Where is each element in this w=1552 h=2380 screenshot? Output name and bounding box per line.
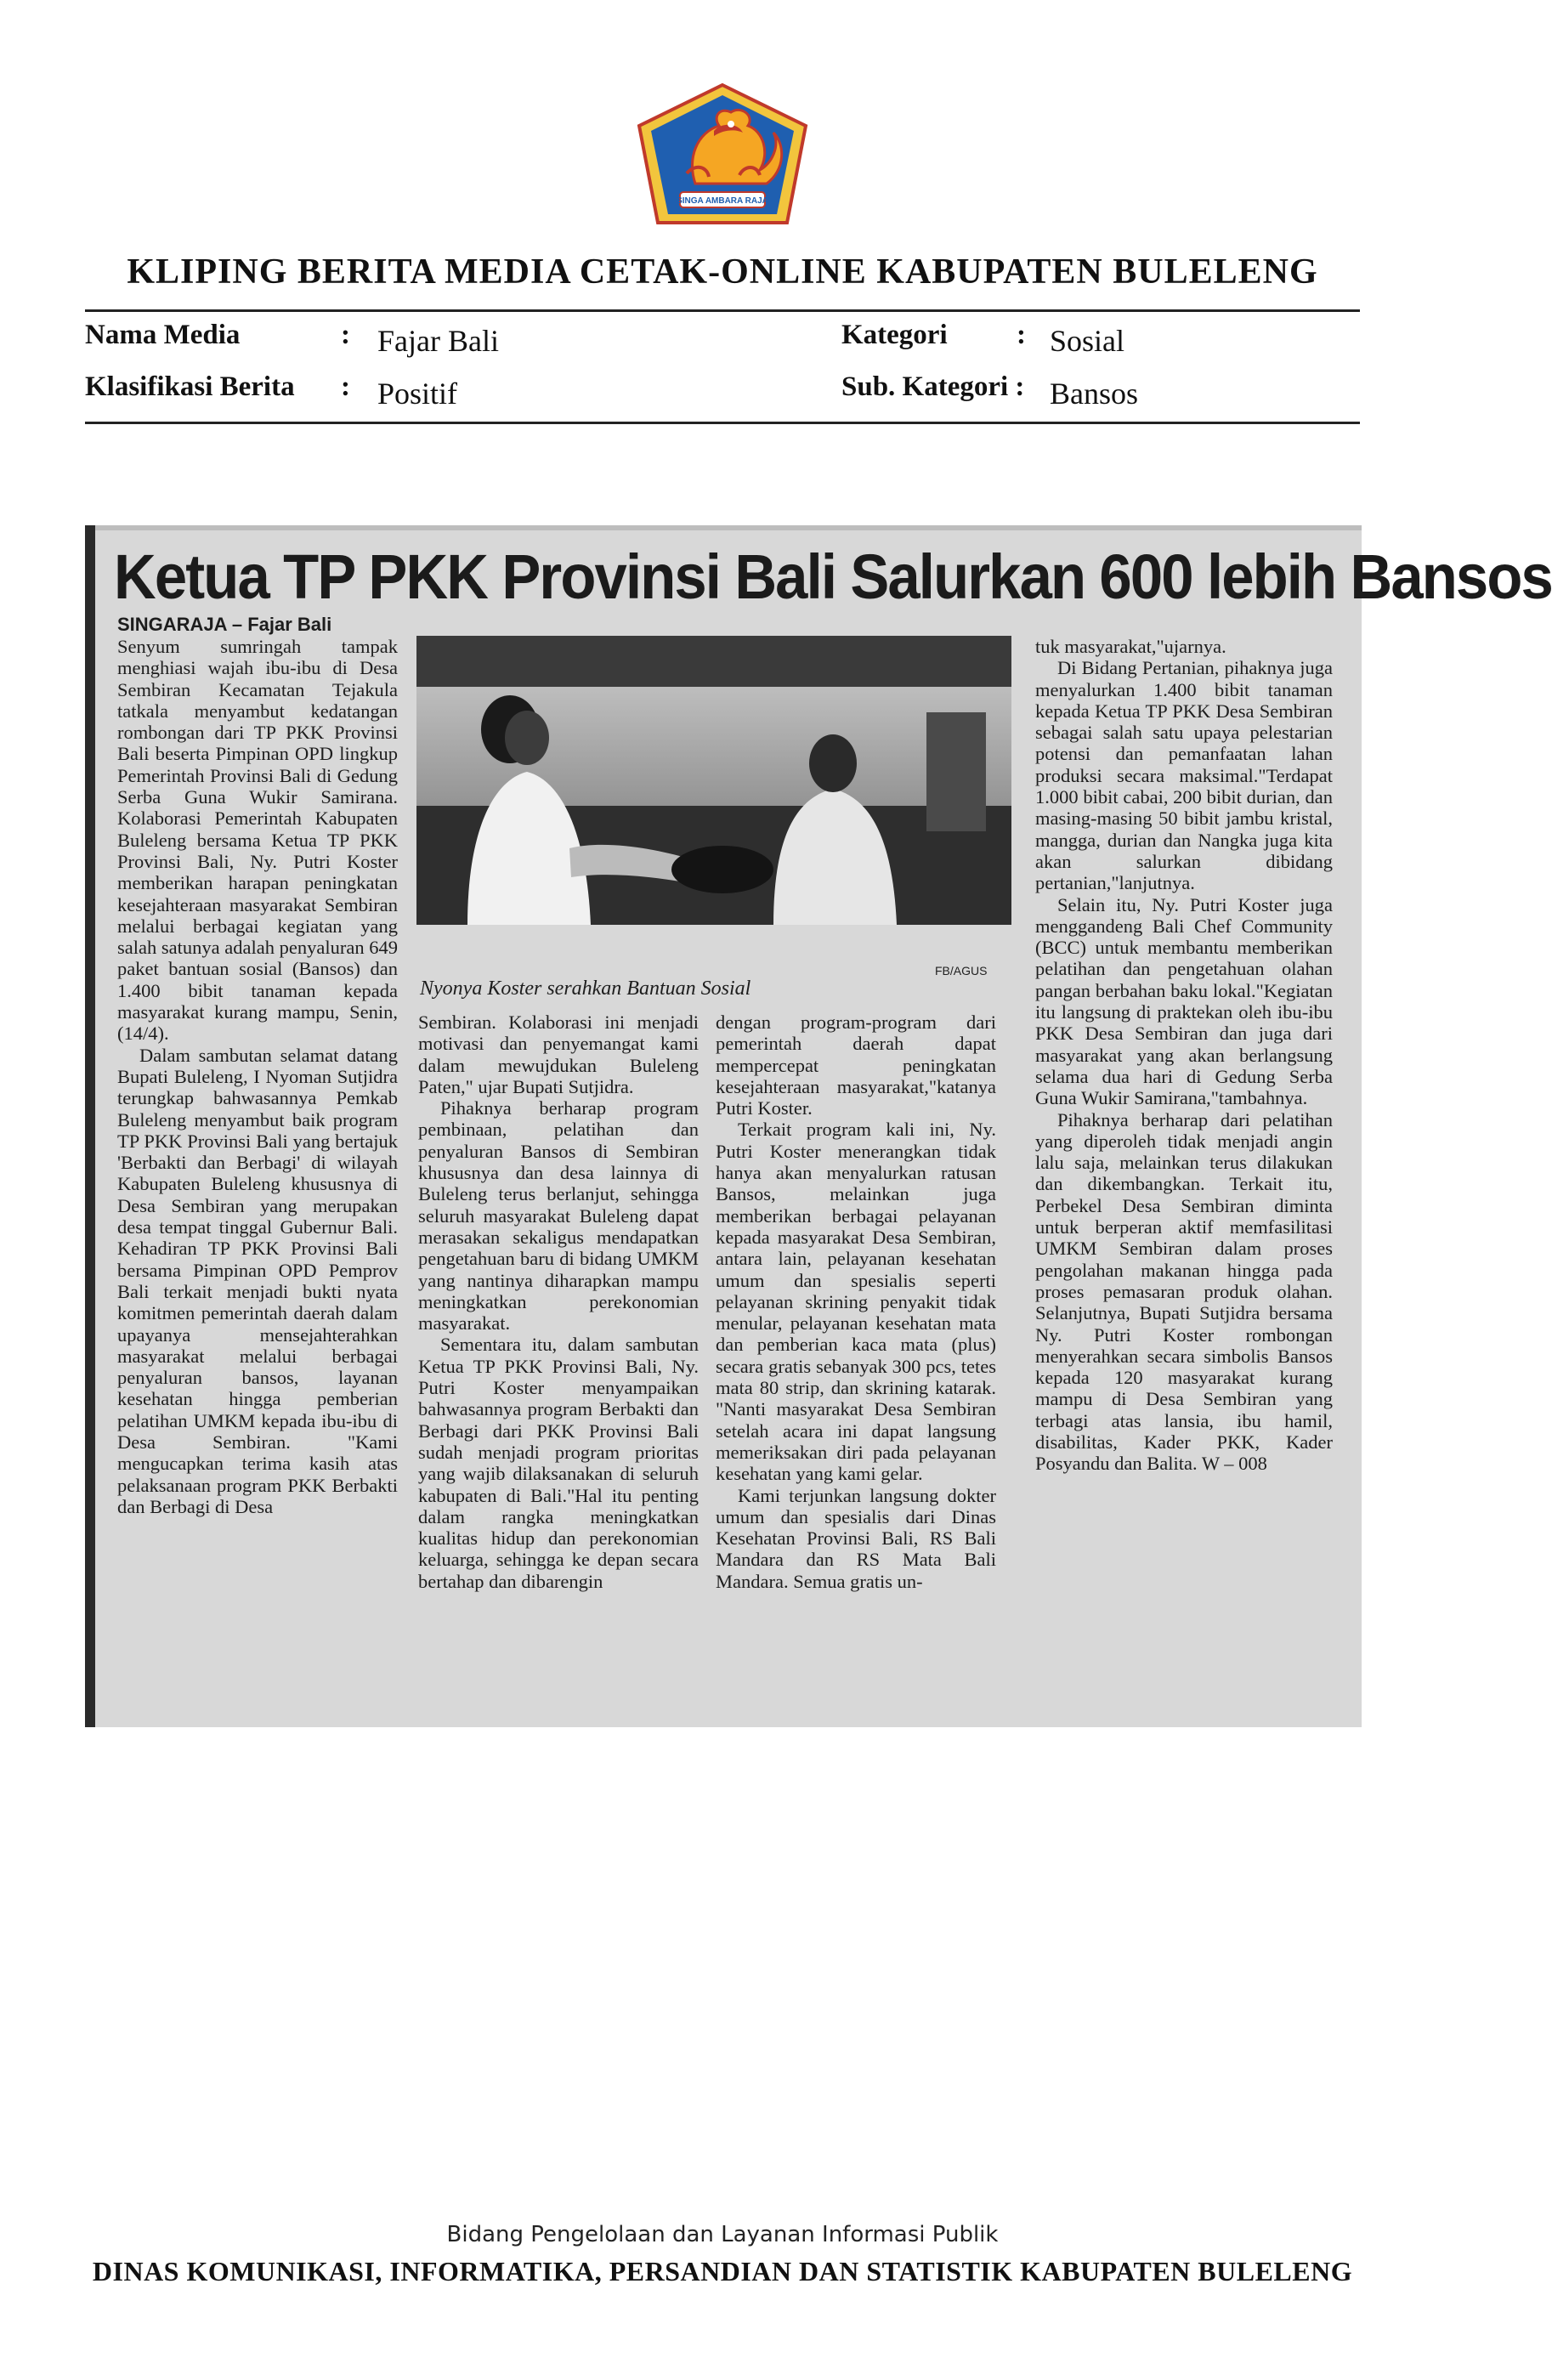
article-column-3 [716,1012,996,1592]
logo-banner-text: SINGA AMBARA RAJA [677,196,768,206]
article-paragraph: Dalam sambutan selamat datang Bupati Buleleng, I Nyoman Sutjidra terungkap bahwasannya Pemkab Buleleng menyambut baik program TP PKK Provinsi Bali yang bertajuk 'Berbakti dan Berbagi' di wilayah Kabupaten Buleleng khususnya di Desa Sembiran yang merupakan desa tempat tinggal Gubernur Bali. Kehadiran TP PKK Provinsi Bali bersama Pimpinan OPD Pemprov Bali terkait menjadi bukti nyata komitmen pemerintah daerah dalam upayanya mensejahterahkan masyarakat melalui berbagai penyaluran bansos, layanan kesehatan hingga pemberian pelatihan UMKM kepada ibu-ibu di Desa Sembiran. "Kami mengucapkan terima kasih atas pelaksanaan program PKK Berbakti dan Berbagi di Desa [117,1044,398,1517]
article-paragraph: tuk masyarakat,"ujarnya. [1035,636,1226,657]
kategori-value: Sosial [1050,324,1125,358]
kategori-label: Kategori [841,320,948,350]
meta-divider [85,422,1360,424]
kabupaten-buleleng-logo [636,82,809,228]
footer-subtitle: Bidang Pengelolaan dan Layanan Informasi Publik [446,2222,999,2247]
article-paragraph: Selain itu, Ny. Putri Koster juga menggandeng Bali Chef Community (BCC) untuk membantu memberikan pelatihan dan pengetahuan olahan pangan berbahan baku lokal."Kegiatan itu langsung di praktekan oleh ibu-ibu PKK Desa Sembiran dan juga dari masyarakat yang akan berlangsung selama dua hari di Gedung Serba Guna Wukir Samirana,"tambahnya. [1035,893,1333,1109]
klasifikasi-colon: : [341,371,350,402]
article-paragraph: dengan program-program dari pemerintah daerah dapat mempercepat peningkatan kesejahteraan masyarakat,"katanya Putri Koster. [716,1012,996,1119]
klasifikasi-value: Positif [377,377,458,411]
article-paragraph: Kami terjunkan langsung dokter umum dan spesialis dari Dinas Kesehatan Provinsi Bali, RS Bali Mandara dan RS Mata Bali Mandara. Semua gratis un- [716,1484,996,1592]
article-dateline: SINGARAJA – Fajar Bali [117,614,332,635]
clipping-edge [85,525,95,1727]
article-paragraph: Senyum sumringah tampak menghiasi wajah ibu-ibu di Desa Sembiran Kecamatan Tejakula tatkala menyambut kedatangan rombongan dari TP PKK Provinsi Bali beserta Pimpinan OPD lingkup Pemerintah Provinsi Bali di Gedung Serba Guna Wukir Samirana. Kolaborasi Pemerintah Kabupaten Buleleng bersama Ketua TP PKK Provinsi Bali, Ny. Putri Koster memberikan harapan peningkatan kesejahteraan masyarakat Sembiran melalui berbagai kegiatan yang salah satunya adalah penyaluran 649 paket bantuan sosial (Bansos) dan 1.400 bibit tanaman kepada masyarakat kurang mampu, Senin, (14/4). [117,636,398,1045]
article-headline: Ketua TP PKK Provinsi Bali Salurkan 600 lebih Bansos [114,541,1552,612]
article-paragraph: Pihaknya berharap dari pelatihan yang diperoleh tidak menjadi angin lalu saja, melainkan terus dilakukan dan dikembangkan. Terkait itu, Perbekel Desa Sembiran diminta untuk berperan aktif memfasilitasi UMKM Sembiran dalam proses pengolahan makanan hingga pada proses pemasaran produk olahan. Selanjutnya, Bupati Sutjidra bersama Ny. Putri Koster rombongan menyerahkan secara simbolis Bansos kepada 120 masyarakat kurang mampu di Desa Sembiran yang terbagi atas lansia, ibu hamil, disabilitas, Kader PKK, Kader Posyandu dan Balita. W – 008 [1035,1108,1333,1475]
event-photo-image [416,636,1011,925]
article-photo [416,636,1011,925]
article-column-4 [1035,636,1333,1475]
kategori-colon: : [1017,320,1026,350]
header-divider [85,309,1360,312]
article-paragraph: Sementara itu, dalam sambutan Ketua TP PKK Provinsi Bali, Ny. Putri Koster menyampaikan bahwasannya program Berbakti dan Berbagi dari PKK Provinsi Bali sudah menjadi program prioritas yang wajib dilaksanakan di seluruh kabupaten di Bali."Hal itu penting dalam rangka meningkatkan kualitas hidup dan perekonomian keluarga, sehingga ke depan secara bertahap dan dibarengin [418,1334,699,1592]
footer-title: DINAS KOMUNIKASI, INFORMATIKA, PERSANDIAN DAN STATISTIK KABUPATEN BULELENG [92,2256,1353,2286]
newspaper-clipping [85,525,1552,1727]
media-value: Fajar Bali [377,324,499,358]
article-paragraph: Sembiran. Kolaborasi ini menjadi motivasi dan penyemangat kami dalam mewujdukan Buleleng Paten," ujar Bupati Sutjidra. [418,1012,699,1097]
photo-credit: FB/AGUS [935,964,988,978]
page-title: KLIPING BERITA MEDIA CETAK-ONLINE KABUPATEN BULELENG [127,252,1318,292]
article-paragraph: Pihaknya berharap program pembinaan, pelatihan dan penyaluran Bansos di Sembiran khususnya dan desa lainnya di Buleleng terus berlanjut, sehingga seluruh masyarakat Buleleng dapat merasakan sekaligus mendapatkan pengetahuan baru di bidang UMKM yang nantinya diharapkan mampu meningkatkan perekonomian masyarakat. [418,1097,699,1334]
article-column-2 [418,1012,699,1592]
media-label: Nama Media [85,320,241,350]
article-column-1 [117,636,398,1517]
media-colon: : [341,320,350,350]
article-paragraph: Di Bidang Pertanian, pihaknya juga menyalurkan 1.400 bibit tanaman kepada Ketua TP PKK Desa Sembiran sebagai salah satu upaya pelestarian potensi dan pemanfaatan lahan produksi secara maksimal."Terdapat 1.000 bibit cabai, 200 bibit durian, dan masing-masing 50 bibit jambu kristal, mangga, durian dan Nangka juga kita akan salurkan dibidang pertanian,"lanjutnya. [1035,657,1333,894]
subkategori-label: Sub. Kategori : [841,371,1025,402]
klasifikasi-label: Klasifikasi Berita [85,371,295,402]
subkategori-value: Bansos [1050,377,1139,411]
photo-caption: Nyonya Koster serahkan Bantuan Sosial [420,978,751,1000]
clipping-top-edge [95,525,1362,530]
singa-ambara-raja-emblem-icon [636,82,809,228]
article-paragraph: Terkait program kali ini, Ny. Putri Koster menerangkan tidak hanya akan menyalurkan ratusan Bansos, melainkan juga memberikan berbagai pelayanan kepada masyarakat Desa Sembiran, antara lain, pelayanan kesehatan umum dan spesialis seperti pelayanan skrining penyakit tidak menular, pelayanan kesehatan mata dan pemberian kaca mata (plus) secara gratis sebanyak 300 pcs, tetes mata 80 strip, dan skrining katarak. "Nanti masyarakat Desa Sembiran setelah acara ini dapat langsung memeriksakan diri pada pelayanan kesehatan yang kami gelar. [716,1119,996,1485]
